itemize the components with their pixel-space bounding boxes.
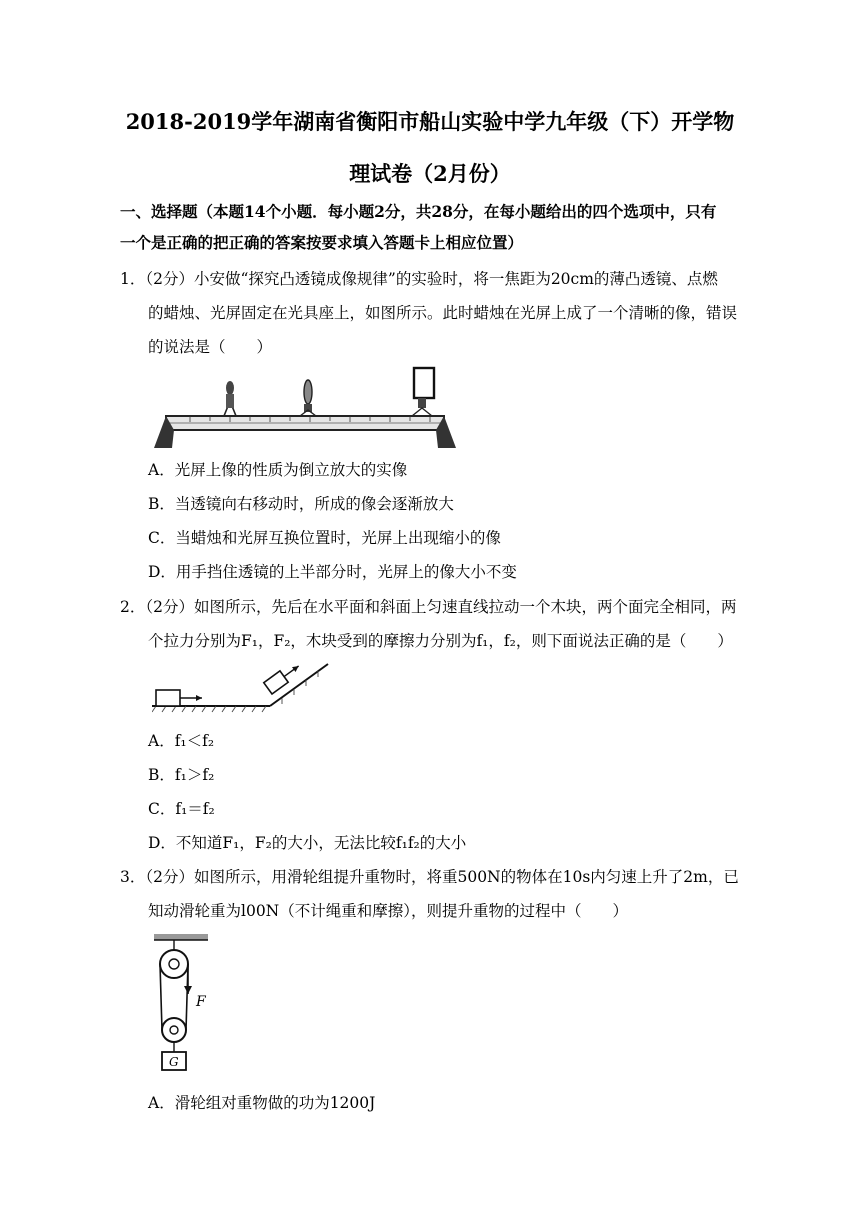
q2-option-c: C．f₁＝f₂ [148,800,215,818]
q1-option-d: D．用手挡住透镜的上半部分时，光屏上的像大小不变 [148,563,517,581]
section-header-line2: 一个是正确的把正确的答案按要求填入答题卡上相应位置） [120,233,524,252]
q1-stem-line2: 的蜡烛、光屏固定在光具座上，如图所示。此时蜡烛在光屏上成了一个清晰的像，错误 [148,304,738,322]
q3-stem-line1: 3．（2分）如图所示，用滑轮组提升重物时，将重500N的物体在10s内匀速上升了2m，已 [120,868,739,886]
pulley-weight-label: G [169,1055,179,1069]
q2-option-b: B．f₁＞f₂ [148,766,215,784]
exam-title-line1: 2018-2019学年湖南省衡阳市船山实验中学九年级（下）开学物 [125,109,735,134]
pulley-force-label: F [196,994,206,1010]
incline-block-figure [152,660,332,718]
q3-option-a: A．滑轮组对重物做的功为1200J [148,1094,376,1112]
exam-title-line2: 理试卷（2月份） [349,161,511,186]
q1-option-b: B．当透镜向右移动时，所成的像会逐渐放大 [148,495,454,513]
section-header-line1: 一、选择题（本题14个小题．每小题2分，共28分，在每小题给出的四个选项中，只有 [120,202,717,221]
pulley-system-figure [148,930,218,1080]
q1-stem-line3: 的说法是（ ） [148,338,273,356]
q2-option-a: A．f₁＜f₂ [148,732,215,750]
q2-option-d: D．不知道F₁，F₂的大小，无法比较f₁f₂的大小 [148,834,467,852]
q1-stem-line1: 1．（2分）小安做“探究凸透镜成像规律”的实验时，将一焦距为20cm的薄凸透镜、点燃 [120,270,718,288]
q2-stem-line1: 2．（2分）如图所示，先后在水平面和斜面上匀速直线拉动一个木块，两个面完全相同，两 [120,598,737,616]
q3-stem-line2: 知动滑轮重为l00N（不计绳重和摩擦），则提升重物的过程中（ ） [148,902,628,920]
optical-bench-figure [150,366,460,450]
q1-option-c: C．当蜡烛和光屏互换位置时，光屏上出现缩小的像 [148,529,501,547]
q2-stem-line2: 个拉力分别为F₁，F₂，木块受到的摩擦力分别为f₁，f₂，则下面说法正确的是（ ） [148,632,733,650]
q1-option-a: A．光屏上像的性质为倒立放大的实像 [148,461,408,479]
